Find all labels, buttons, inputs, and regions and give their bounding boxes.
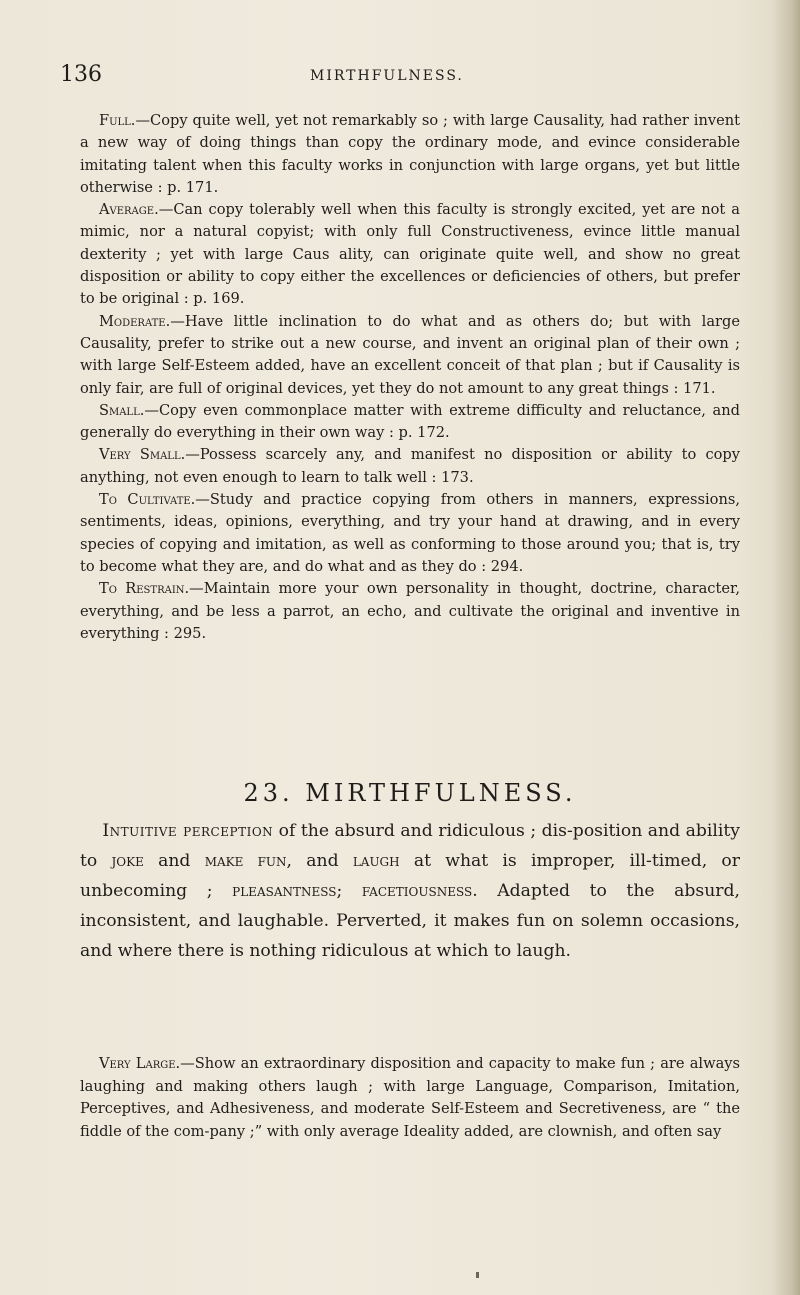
section-title: 23. MIRTHFULNESS. <box>243 779 577 807</box>
paragraph-body: —Show an extraordinary disposition and capacity to make fun ; are always laughing and making others laugh ; with large Language, Comparison, Imitation, Perceptives, and Adhesiveness, and moderate Self-Esteem and Secretiveness, are “ the fiddle of the com-pany ;” with only average Ideality added, are clownish, and often say <box>80 1055 741 1140</box>
definition-text: . Adapted to the absurd, inconsistent, and laughable. Perverted, it makes fun on solemn occasions, and where there is nothing ridiculous at which to laugh. <box>80 881 740 961</box>
paragraph-term: Average. <box>98 201 159 219</box>
paragraph-small <box>80 400 740 445</box>
mirthfulness-degrees-text <box>80 1053 740 1143</box>
paragraph-term: Very Small. <box>98 446 186 464</box>
paragraph-body: —Copy even commonplace matter with extreme difficulty and reluctance, and generally do everything in their own way : p. 172. <box>80 401 740 442</box>
paragraph-term: Moderate. <box>98 312 171 330</box>
paragraph-body: —Maintain more your own personality in thought, doctrine, character, everything, and be less a parrot, an echo, and cultivate the original and inventive in everything : 295. <box>80 580 740 642</box>
paragraph-very-large <box>80 1053 740 1143</box>
imitation-degrees-text <box>80 110 740 645</box>
definition-keyword: facetiousness <box>361 881 473 901</box>
paragraph-term: Full. <box>98 112 136 129</box>
paragraph-term: Small. <box>98 401 145 419</box>
paragraph-full <box>80 110 740 199</box>
definition-keyword: laugh <box>352 851 400 871</box>
definition-lead: Intuitive perception <box>102 821 274 841</box>
page-edge-shadow <box>772 0 800 1295</box>
definition-keyword: make fun <box>204 851 287 871</box>
paragraph-to-restrain <box>80 578 740 645</box>
paragraph-term: To Cultivate. <box>98 491 196 509</box>
paragraph-to-cultivate <box>80 489 740 578</box>
paragraph-body: —Copy quite well, yet not remarkably so ; with large Causality, had rather invent a new way of doing things than copy the ordinary mode, and evince considerable imitating talent when this faculty works in conjunction with large organs, yet but little otherwise : p. 171. <box>80 112 740 196</box>
definition-text: , and <box>286 851 353 871</box>
page-number: 136 <box>60 62 102 87</box>
definition-text: ; <box>336 881 362 901</box>
paragraph-moderate <box>80 311 740 400</box>
paragraph-term: Very Large. <box>98 1055 181 1072</box>
mirthfulness-definition <box>80 816 740 966</box>
definition-keyword: pleasantness <box>232 881 337 901</box>
ink-speck <box>476 1272 479 1278</box>
definition-text: of the absurd and ridiculous ; dis-position and ability to <box>80 821 740 871</box>
paragraph-term: To Restrain. <box>98 580 190 598</box>
paragraph-body: —Have little inclination to do what and as others do; but with large Causality, prefer to strike out a new course, and invent an original plan of their own ; with large Self-Esteem added, have an excellent conceit of that plan ; but if Causality is only fair, are full of original devices, yet they do not amount to any great things : 171. <box>80 312 740 397</box>
paragraph-body: —Study and practice copying from others in manners, expressions, sentiments, ideas, opinions, everything, and try your hand at drawing, and in every species of copying and imitation, as well as conforming to those around you; that is, try to become what they are, and do what and as they do : 294. <box>80 491 740 575</box>
paragraph-very-small <box>80 444 740 489</box>
running-head: MIRTHFULNESS. <box>310 68 464 84</box>
paragraph-average <box>80 199 740 310</box>
definition-text: and <box>143 851 205 871</box>
definition-text: at what is improper, ill-timed, or unbecoming ; <box>80 851 740 901</box>
paragraph-body: —Possess scarcely any, and manifest no disposition or ability to copy anything, not even enough to learn to talk well : 173. <box>80 446 740 486</box>
paragraph-body: —Can copy tolerably well when this faculty is strongly excited, yet are not a mimic, nor a natural copyist; with only full Constructiveness, evince little manual dexterity ; yet with large Caus ality, can originate quite well, and show no great disposition or ability to copy either the excellences or deficiencies of others, but prefer to be original : p. 169. <box>80 201 740 308</box>
definition-keyword: joke <box>111 851 144 871</box>
page-header <box>60 60 760 90</box>
